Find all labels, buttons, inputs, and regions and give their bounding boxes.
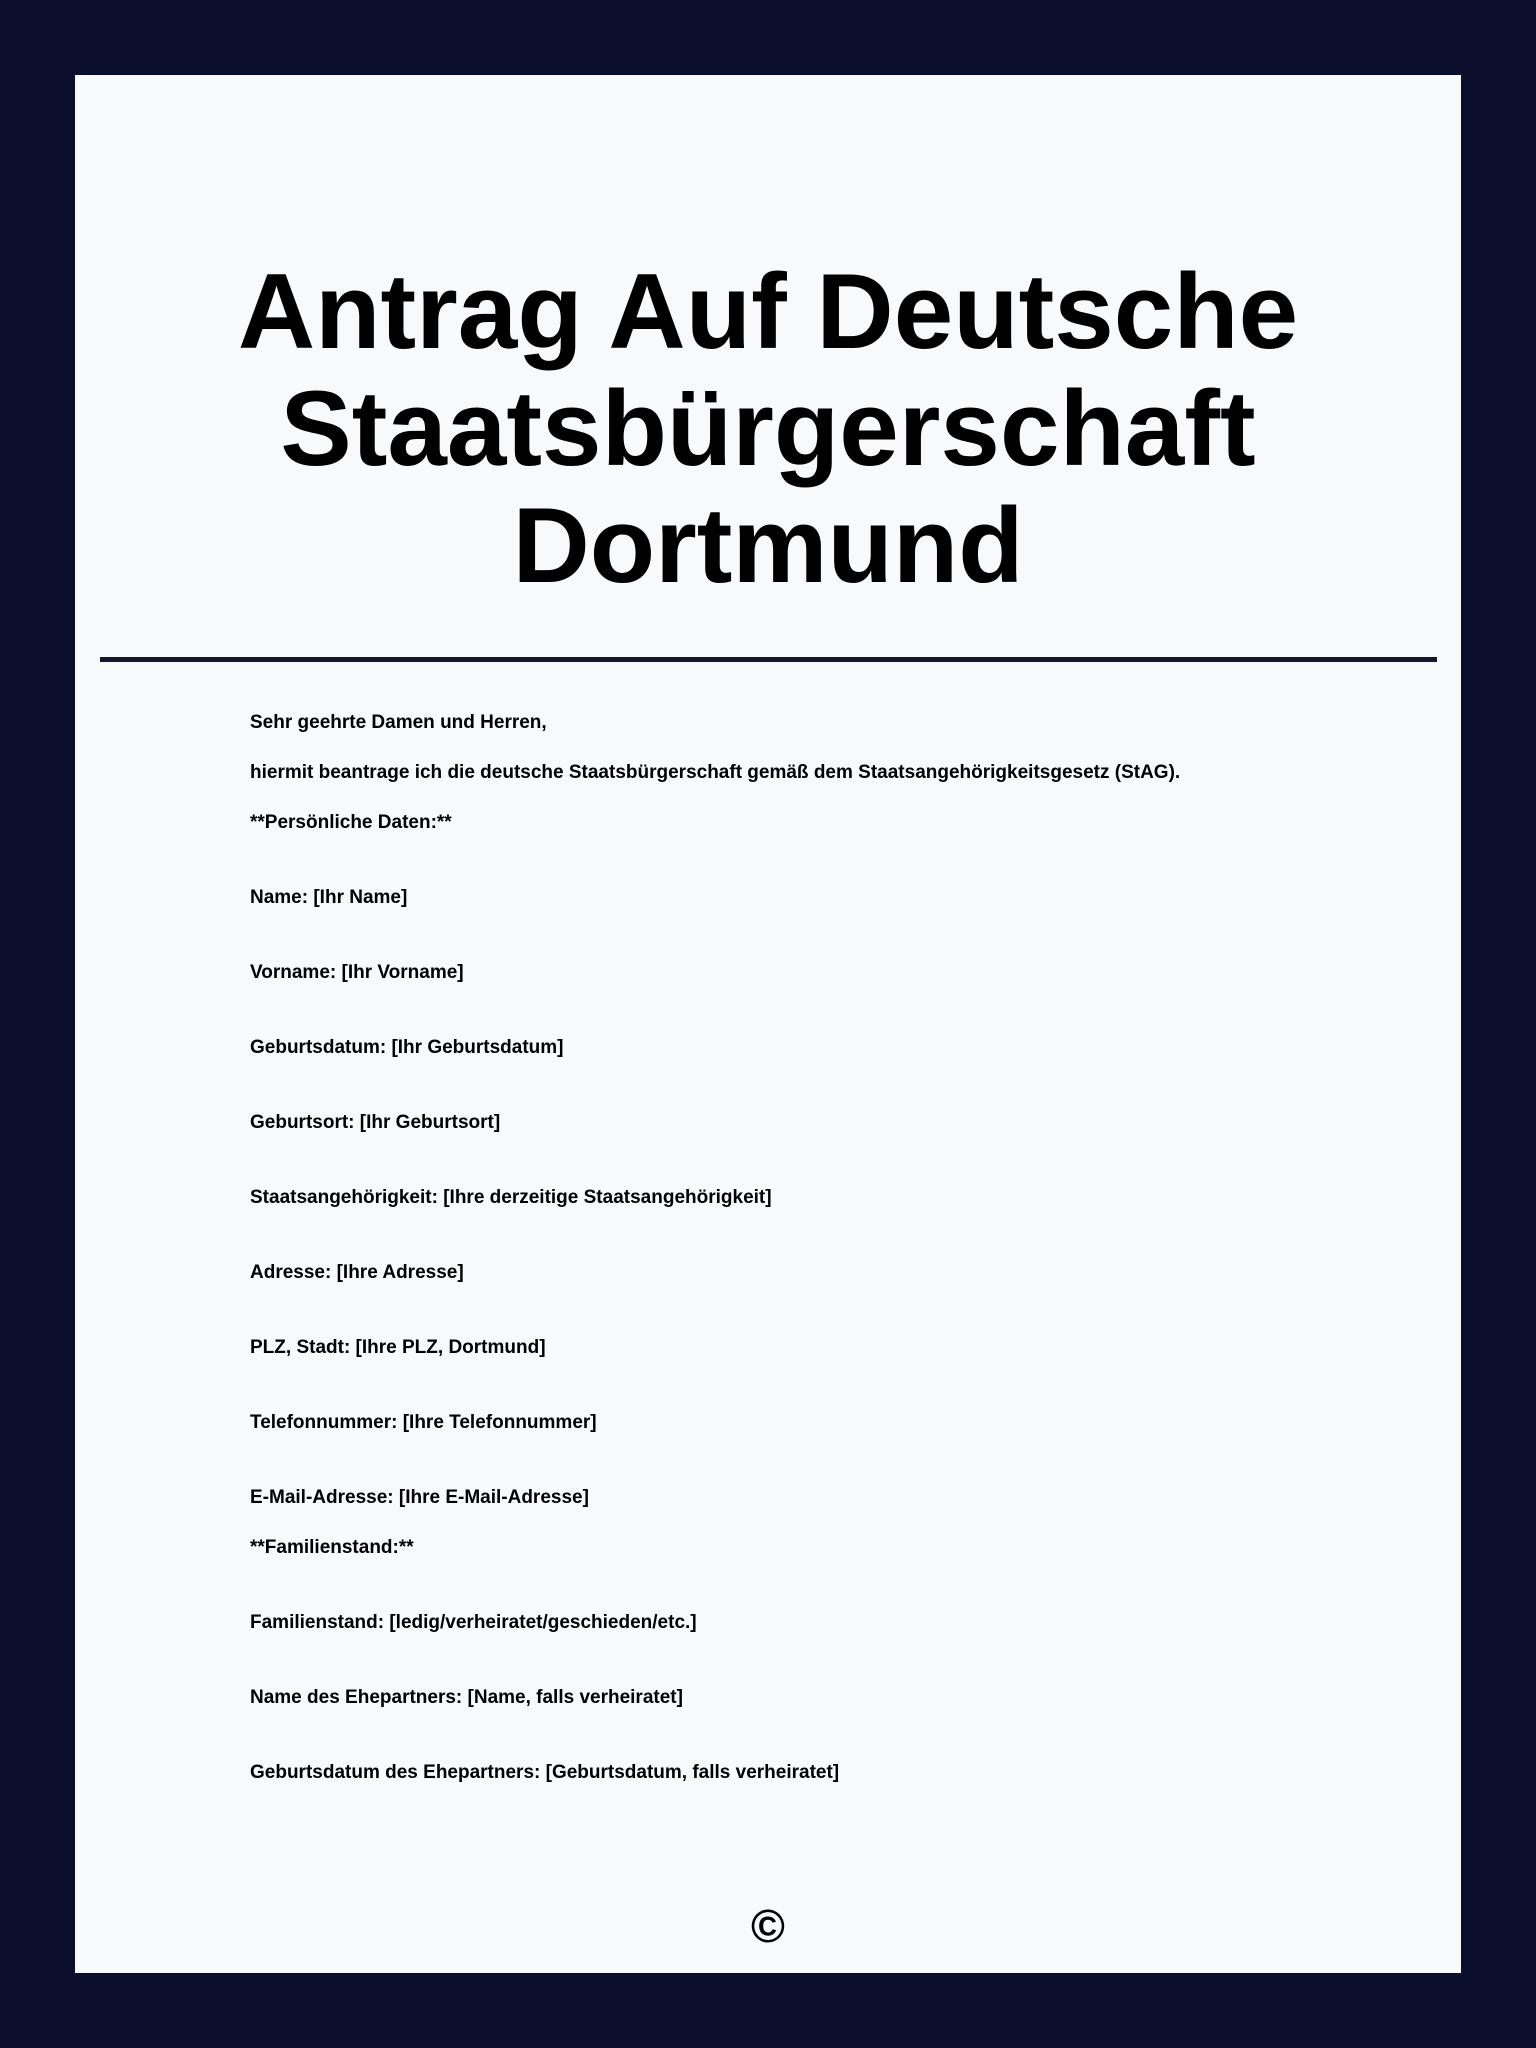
title-divider <box>100 657 1437 662</box>
document-title <box>75 253 1461 604</box>
field-email: E-Mail-Adresse: [Ihre E-Mail-Adresse] <box>250 1487 589 1508</box>
field-staatsangehoerigkeit: Staatsangehörigkeit: [Ihre derzeitige Staatsangehörigkeit] <box>250 1187 772 1208</box>
family-status-heading: **Familienstand:** <box>250 1537 414 1558</box>
field-geburtsort: Geburtsort: [Ihr Geburtsort] <box>250 1112 501 1133</box>
salutation: Sehr geehrte Damen und Herren, <box>250 712 547 733</box>
title-line-2: Staatsbürgerschaft <box>280 368 1256 488</box>
field-plz-stadt: PLZ, Stadt: [Ihre PLZ, Dortmund] <box>250 1337 546 1358</box>
title-line-1: Antrag Auf Deutsche <box>237 251 1299 371</box>
field-ehepartner-name: Name des Ehepartners: [Name, falls verheiratet] <box>250 1687 683 1708</box>
field-ehepartner-geburtsdatum: Geburtsdatum des Ehepartners: [Geburtsdatum, falls verheiratet] <box>250 1762 840 1783</box>
field-geburtsdatum: Geburtsdatum: [Ihr Geburtsdatum] <box>250 1037 564 1058</box>
copyright-icon: © <box>751 1900 785 1952</box>
intro-paragraph: hiermit beantrage ich die deutsche Staatsbürgerschaft gemäß dem Staatsangehörigkeitsgesetz (StAG). <box>250 762 1181 783</box>
field-telefonnummer: Telefonnummer: [Ihre Telefonnummer] <box>250 1412 597 1433</box>
field-familienstand: Familienstand: [ledig/verheiratet/geschieden/etc.] <box>250 1612 697 1633</box>
document-page <box>75 75 1461 1973</box>
title-line-3: Dortmund <box>512 485 1024 605</box>
field-vorname: Vorname: [Ihr Vorname] <box>250 962 464 983</box>
field-adresse: Adresse: [Ihre Adresse] <box>250 1262 464 1283</box>
field-name: Name: [Ihr Name] <box>250 887 408 908</box>
personal-data-heading: **Persönliche Daten:** <box>250 812 452 833</box>
